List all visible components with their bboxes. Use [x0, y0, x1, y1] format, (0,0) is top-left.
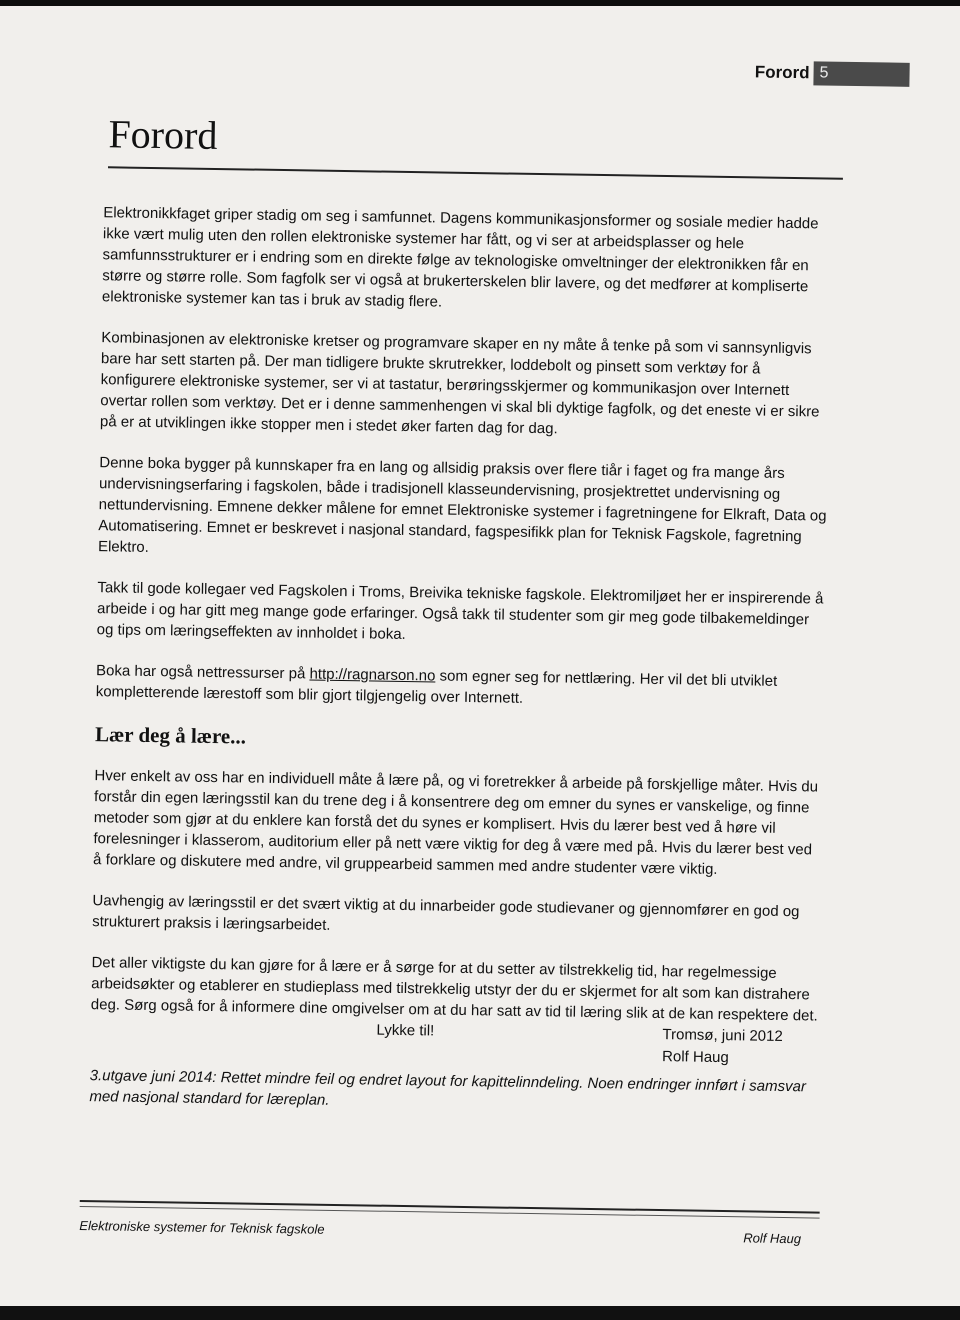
body-text: [89, 202, 833, 1118]
paragraph-thanks: Takk til gode kollegaer ved Fagskolen i Troms, Breivika tekniske fagskole. Elektromiljøet her er inspirerende å arbeide i og har gitt meg mange gode erfaringer. Også takk til studenter som gir meg gode tilbakemeldinger og tips om læringseffekten av innholdet i boka.: [96, 579, 824, 644]
scan-bottom-edge: [0, 1306, 960, 1320]
title-divider: [108, 166, 843, 180]
paragraph-combination: Kombinasjonen av elektroniske kretser og programvare skaper en ny måte å tenke på som vi sannsynligvis bare har sett starten på. Der man tidligere brukte skrutrekker, loddebolt og pinsett som verktøy for å konfigurere elektroniske systemer, ser vi at tastatur, berøringsskjermer og kommunikasjon over Internett overtar rollen som verktøy. Det er i denne sammenhengen vi skal bli dyktige fagfolk, og det eneste vi er sikre på er at utviklingen ikke stopper men i stedet øker farten dag for dag.: [99, 329, 820, 438]
chapter-title: Forord: [108, 111, 218, 158]
footer-author: Rolf Haug: [743, 1230, 802, 1247]
signature-block: [90, 1017, 821, 1072]
edition-note: 3.utgave juni 2014: Rettet mindre feil og endret layout for kapittelinndeling. Noen endringer innført i samsvar med nasjonal standard for læreplan.: [89, 1067, 807, 1109]
paragraph-resources: [96, 660, 827, 713]
document-page: [73, 40, 862, 1282]
resources-text-before: Boka har også nettressurser på: [95, 662, 310, 683]
resources-text-after: som egner seg for nettlæring. Her vil det bli utviklet kompletterende lærestoff som blir gjort tilgjengelig over Internett.: [95, 667, 778, 707]
running-header-label: Forord: [754, 62, 810, 83]
paragraph-intro: Elektronikkfaget griper stadig om seg i samfunnet. Dagens kommunikasjonsformer og sosiale medier hadde ikke vært mulig uten den rollen elektroniske systemer har fått, og vi ser at arbeidsplasser og hele samfunnsstrukturer er i endring som en direkte følge av teknologiske omveltninger der elektronikken får en større og større rolle. Som fagfolk ser vi også at brukerterskelen blir lavere, og det medfører at kompliserte elektroniske systemer kan tas i bruk av stadig flere.: [101, 204, 819, 311]
place-date: Tromsø, juni 2012: [662, 1026, 783, 1045]
paragraph-time: Det aller viktigste du kan gjøre for å lære er å sørge for at du setter av tilstrekkelig tid, har regelmessige arbeidsøkter og etablerer en studieplass med tilstrekkelig utstyr der du er skjermet for alt som kan distrahere deg. Sørg også for å informere dine omgivelser om at du har satt av tid til læring slik at de kan respektere det.: [90, 954, 818, 1025]
scan-top-edge: [0, 0, 960, 6]
paragraph-study-habits: Uavhengig av læringsstil er det svært viktig at du innarbeider gode studievaner og gjennomfører en god og strukturert praksis i læringsarbeidet.: [92, 892, 800, 934]
footer-divider-thin: [80, 1206, 820, 1219]
signature-author: Rolf Haug: [661, 1048, 729, 1067]
closing-line: Lykke til!: [376, 1021, 435, 1040]
paragraph-learning-style: Hver enkelt av oss har en individuell måte å lære på, og vi foretrekker å arbeide på forskjellige måter. Hvis du forstår din egen læringsstil kan du trene deg i å konsentrere deg om emner du synes er vanskelige, og finne metoder som gjør at du enklere kan forstå det du synes er komplisert. Hvis du lærer best ved å høre vil forelesninger i klasserom, auditorium eller på nett være viktig for deg å være med på. Hvis du lærer best ved å forklare og diskutere med andre, vil gruppearbeid sammen med andre studenter være viktig.: [92, 767, 819, 878]
section-heading: Lær deg å lære...: [94, 722, 247, 749]
footer-book-title: Elektroniske systemer for Teknisk fagskole: [79, 1217, 325, 1237]
paragraph-book-basis: Denne boka bygger på kunnskaper fra en lang og allsidig praksis over flere tiår i faget og fra mange års undervisningserfaring i fagskolen, både i tradisjonell klasseundervisning, prosjektrettet undervisning og nettundervisning. Emnene dekker målene for emnet Elektroniske systemer i fagretningene for Elkraft, Data og Automatisering. Emnet er beskrevet i nasjonal standard, fagspesifikk plan for Teknisk Fagskole, fagretning Elektro.: [97, 454, 827, 556]
page-number-badge: 5: [813, 61, 909, 87]
resources-link[interactable]: http://ragnarson.no: [309, 665, 436, 685]
